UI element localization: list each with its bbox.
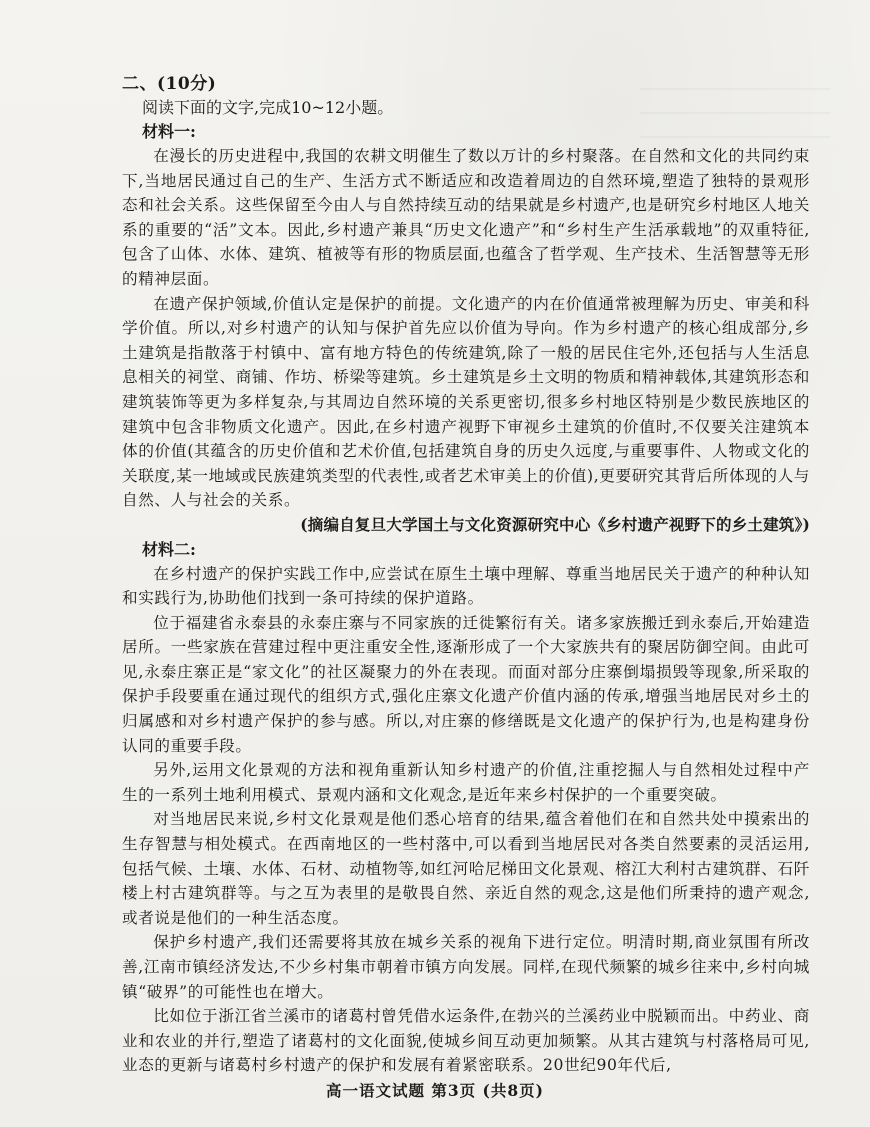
instruction-text: 阅读下面的文字,完成10~12小题。 bbox=[142, 98, 394, 117]
material-two-paragraph-6: 比如位于浙江省兰溪市的诸葛村曾凭借水运条件,在勃兴的兰溪药业中脱颖而出。中药业、商业和农业的并行,塑造了诸葛村的文化面貌,使城乡间互动更加频繁。从其古建筑与村落格局可见,业态的更新与诸葛村乡村遗产的保护和发展有着紧密联系。20世纪90年代后, bbox=[122, 1007, 810, 1075]
page-content bbox=[122, 72, 810, 1078]
material-two-paragraph-5: 保护乡村遗产,我们还需要将其放在城乡关系的视角下进行定位。明清时期,商业氛围有所改善,江南市镇经济发达,不少乡村集市朝着市镇方向发展。同样,在现代频繁的城乡往来中,乡村向城镇“破界”的可能性也在增大。 bbox=[122, 933, 810, 1001]
material-one-citation: (摘编自复旦大学国土与文化资源研究中心《乡村遗产视野下的乡土建筑》) bbox=[300, 514, 810, 534]
material-one-paragraph-1: 在漫长的历史进程中,我国的农耕文明催生了数以万计的乡村聚落。在自然和文化的共同约束下,当地居民通过自己的生产、生活方式不断适应和改造着周边的自然环境,塑造了独特的景观形态和社会关系。这些保留至今由人与自然持续互动的结果就是乡村遗产,也是研究乡村地区人地关系的重要的“活”文本。因此,乡村遗产兼具“历史文化遗产”和“乡村生产生活承载地”的双重特征,包含了山体、水体、建筑、植被等有形的物质层面,也蕴含了哲学观、生产技术、生活智慧等无形的精神层面。 bbox=[122, 147, 810, 288]
material-two-heading: 材料二: bbox=[142, 539, 196, 559]
material-two-paragraph-2: 位于福建省永泰县的永泰庄寨与不同家族的迁徙繁衍有关。诸多家族搬迁到永泰后,开始建造居所。一些家族在营建过程中更注重安全性,逐渐形成了一个大家族共有的聚居防御空间。由此可见,永泰庄寨正是“家文化”的社区凝聚力的外在表现。而面对部分庄寨倒塌损毁等现象,所采取的保护手段要重在通过现代的组织方式,强化庄寨文化遗产价值内涵的传承,增强当地居民对乡土的归属感和对乡村遗产保护的参与感。所以,对庄寨的修缮既是文化遗产的保护行为,也是构建身份认同的重要手段。 bbox=[122, 613, 810, 755]
material-one-heading: 材料一: bbox=[142, 122, 196, 141]
material-one-paragraph-2: 在遗产保护领域,价值认定是保护的前提。文化遗产的内在价值通常被理解为历史、审美和科学价值。所以,对乡村遗产的认知与保护首先应以价值为导向。作为乡村遗产的核心组成部分,乡土建筑是指散落于村镇中、富有地方特色的传统建筑,除了一般的居民住宅外,还包括与人生活息息相关的祠堂、商铺、作坊、桥梁等建筑。乡土建筑是乡土文明的物质和精神载体,其建筑形态和建筑装饰等更为多样复杂,与其周边自然环境的关系更密切,很多乡村地区特别是少数民族地区的建筑中包含非物质文化遗产。因此,在乡村遗产视野下审视乡土建筑的价值时,不仅要关注建筑本体的价值(其蕴含的历史价值和艺术价值,包括建筑自身的历史久远度,与重要事件、人物或文化的关联度,某一地域或民族建筑类型的代表性,或者艺术审美上的价值),更要研究其背后所体现的人与自然、人与社会的关系。 bbox=[122, 294, 810, 510]
material-two-paragraph-4: 对当地居民来说,乡村文化景观是他们悉心培育的结果,蕴含着他们在和自然共处中摸索出的生存智慧与相处模式。在西南地区的一些村落中,可以看到当地居民对各类自然要素的灵活运用,包括气候、土壤、水体、石材、动植物等,如红河哈尼梯田文化景观、榕江大利村古建筑群、石阡楼上村古建筑群等。与之互为表里的是敬畏自然、亲近自然的观念,这是他们所秉持的遗产观念,或者说是他们的一种生活态度。 bbox=[122, 810, 810, 927]
material-two-paragraph-3: 另外,运用文化景观的方法和视角重新认知乡村遗产的价值,注重挖掘人与自然相处过程中产生的一系列土地利用模式、景观内涵和文化观念,是近年来乡村保护的一个重要突破。 bbox=[122, 761, 810, 804]
page-footer: 高一语文试题 第3页 (共8页) bbox=[325, 1081, 545, 1100]
material-two-paragraph-1: 在乡村遗产的保护实践工作中,应尝试在原生土壤中理解、尊重当地居民关于遗产的种种认知和实践行为,协助他们找到一条可持续的保护道路。 bbox=[122, 564, 810, 608]
section-title: 二、(10分) bbox=[122, 74, 217, 94]
